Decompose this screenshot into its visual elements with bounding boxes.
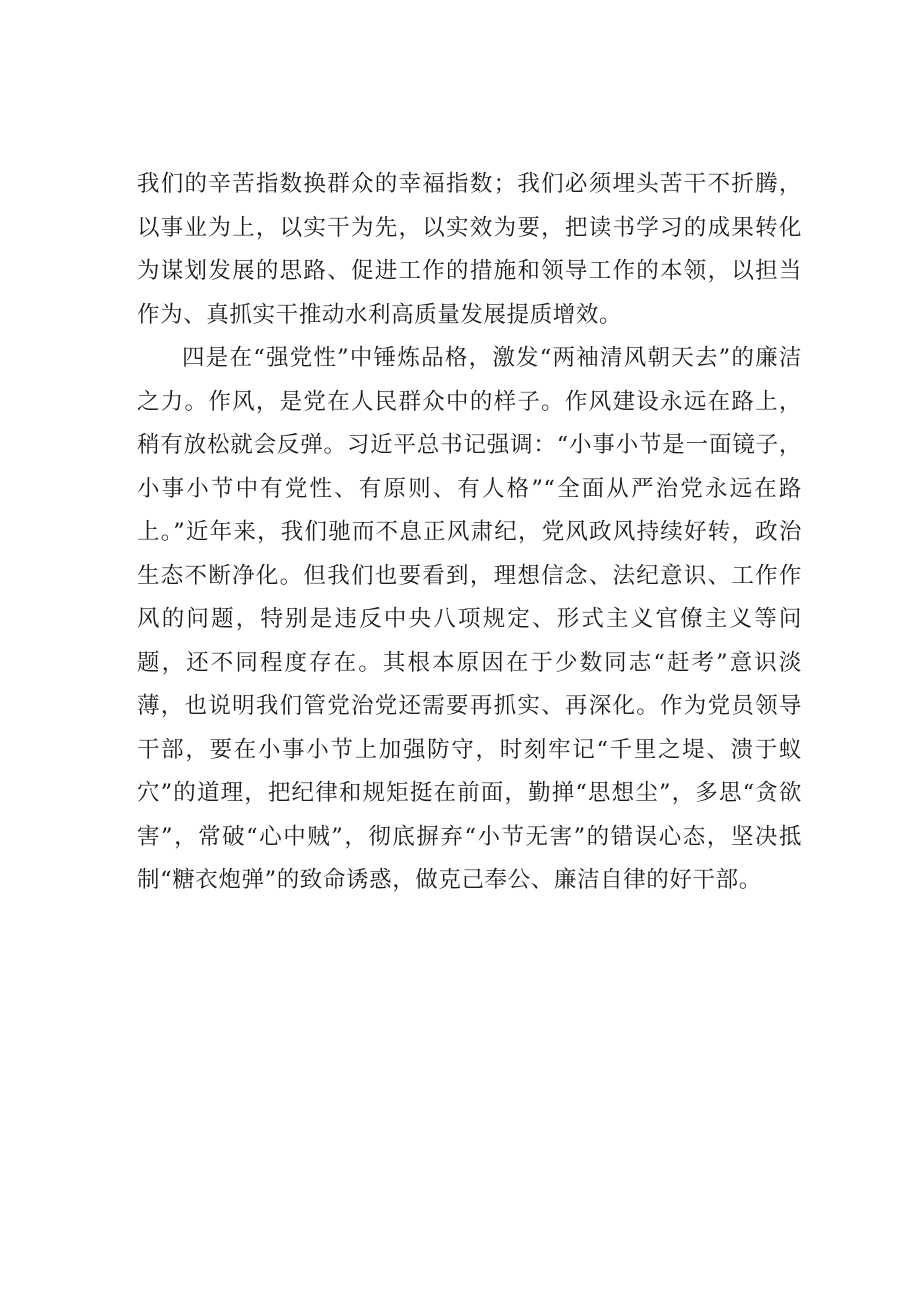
document-body bbox=[137, 163, 802, 903]
paragraph-integrity: 四是在“强党性”中锤炼品格，激发“两袖清风朝天去”的廉洁之力。作风，是党在人民群众中的样子。作风建设永远在路上，稍有放松就会反弹。习近平总书记强调：“小事小节是一面镜子，小事小节中有党性、有原则、有人格”“全面从严治党永远在路上。”近年来，我们驰而不息正风肃纪，党风政风持续好转，政治生态不断净化。但我们也要看到，理想信念、法纪意识、工作作风的问题，特别是违反中央八项规定、形式主义官僚主义等问题，还不同程度存在。其根本原因在于少数同志“赶考”意识淡薄，也说明我们管党治党还需要再抓实、再深化。作为党员领导干部，要在小事小节上加强防守，时刻牢记“千里之堤、溃于蚁穴”的道理，把纪律和规矩挺在前面，勤掸“思想尘”，多思“贪欲害”，常破“心中贼”，彻底摒弃“小节无害”的错误心态，坚决抵制“糖衣炮弹”的致命诱惑，做克己奉公、廉洁自律的好干部。 bbox=[137, 345, 802, 893]
paragraph-continuation: 我们的辛苦指数换群众的幸福指数；我们必须埋头苦干不折腾，以事业为上，以实干为先，以实效为要，把读书学习的成果转化为谋划发展的思路、促进工作的措施和领导工作的本领，以担当作为、真抓实干推动水利高质量发展提质增效。 bbox=[137, 171, 802, 328]
